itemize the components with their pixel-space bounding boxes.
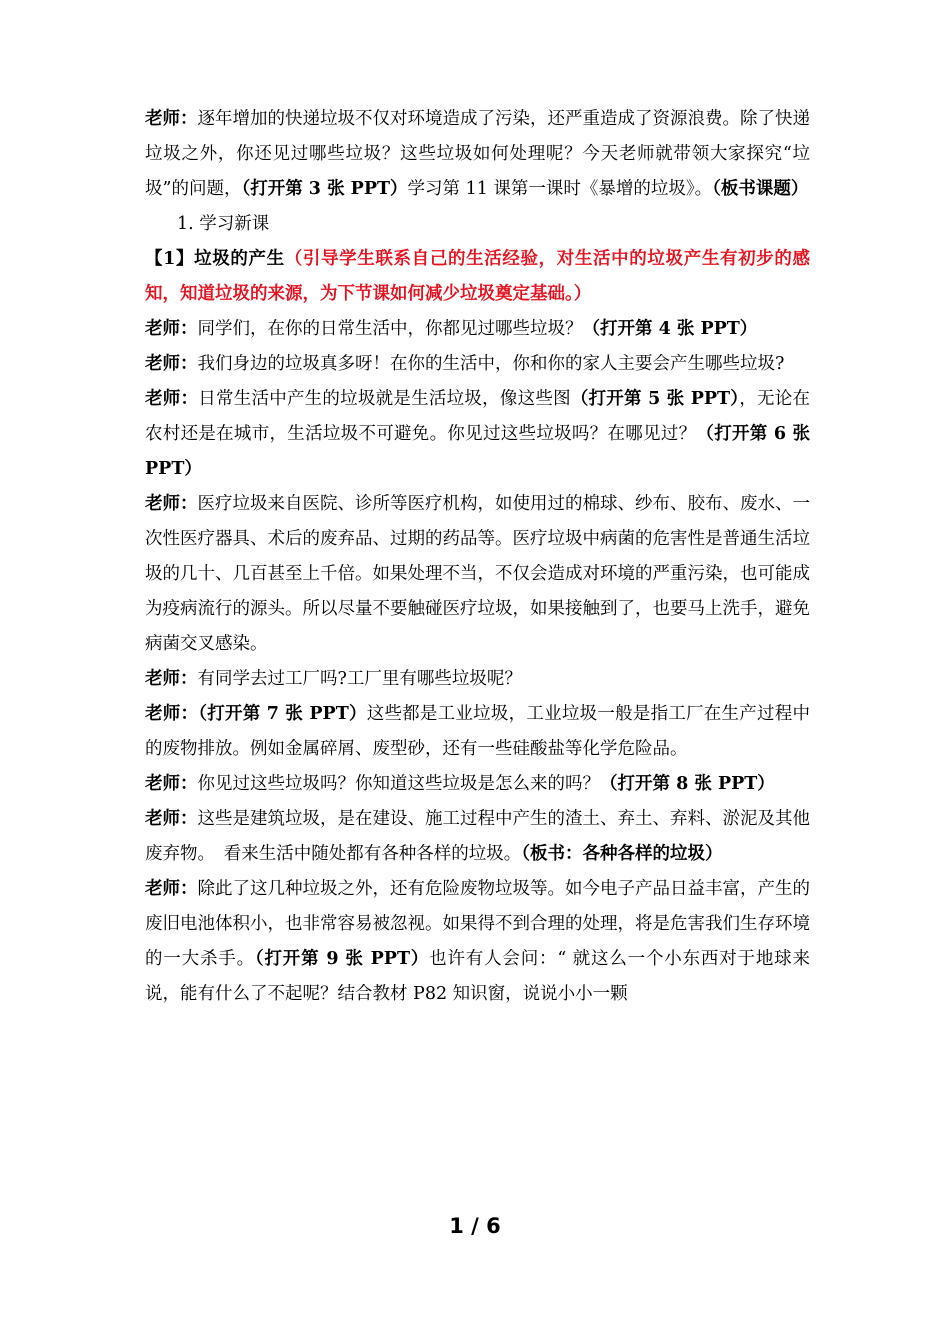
text-run: ，无论在农村还是在城市，生活垃圾不可避免。你见过这些垃圾吗？在哪见过？ <box>145 389 811 444</box>
bold-run: （打开第 6 张 PPT） <box>145 424 810 479</box>
text-run: 我们身边的垃圾真多呀！在你的生活中，你和你的家人主要会产生哪些垃圾? <box>197 354 785 374</box>
bold-run: 老师： <box>145 109 198 129</box>
bold-run: （板书：各种各样的垃圾） <box>521 844 723 864</box>
paragraph <box>145 872 810 1012</box>
paragraph <box>145 662 810 697</box>
bold-run: 老师： <box>145 494 198 514</box>
paragraph <box>145 102 810 207</box>
bold-run: 老师： <box>145 669 198 689</box>
paragraph <box>145 312 810 347</box>
document-body <box>145 102 810 1012</box>
paragraph <box>145 697 810 767</box>
bold-run: （打开第 8 张 PPT） <box>600 774 775 794</box>
text-run: 逐年增加的快递垃圾不仅对环境造成了污染，还严重造成了资源浪费。除了快递垃圾之外，你还见过哪些垃圾？这些垃圾如何处理呢？今天老师就带领大家探究“垃圾”的问题， <box>145 109 810 199</box>
text-run: 这些都是工业垃圾，工业垃圾一般是指工厂在生产过程中的废物排放。例如金属碎屑、废型砂，还有一些硅酸盐等化学危险品。 <box>145 704 811 759</box>
text-run: 日常生活中产生的垃圾就是生活垃圾，像这些图 <box>198 389 571 409</box>
bold-run: （打开第 7 张 PPT） <box>198 704 367 724</box>
bold-run: （打开第 9 张 PPT） <box>254 949 430 969</box>
bold-run: 老师： <box>145 389 199 409</box>
paragraph <box>145 382 810 487</box>
paragraph <box>145 767 810 802</box>
paragraph <box>145 347 810 382</box>
bold-run: 【1】垃圾的产生 <box>145 249 285 269</box>
paragraph <box>145 487 810 662</box>
text-run: 除此了这几种垃圾之外，还有危险废物垃圾等。如今电子产品日益丰富，产生的废旧电池体积小，也非常容易被忽视。如果得不到合理的处理，将是危害我们生存环境的一大杀手。 <box>145 879 810 969</box>
bold-run: （打开第 3 张 PPT） <box>241 179 408 199</box>
bold-run: （板书课题） <box>712 179 809 199</box>
bold-run: 老师： <box>145 704 199 724</box>
paragraph <box>145 802 810 872</box>
bold-run: （打开第 5 张 PPT） <box>570 389 740 409</box>
teaching-note-red: （引导学生联系自己的生活经验，对生活中的垃圾产生有初步的感知，知道垃圾的来源，为下节课如何减少垃圾奠定基础。） <box>145 249 810 304</box>
text-run: 医疗垃圾来自医院、诊所等医疗机构，如使用过的棉球、纱布、胶布、废水、一次性医疗器具、术后的废弃品、过期的药品等。医疗垃圾中病菌的危害性是普通生活垃圾的几十、几百甚至上千倍。如果处理不当，不仅会造成对环境的严重污染，也可能成为疫病流行的源头。所以尽量不要触碰医疗垃圾，如果接触到了，也要马上洗手，避免病菌交叉感染。 <box>145 494 810 654</box>
text-run: 1. 学习新课 <box>177 214 270 234</box>
paragraph <box>145 242 810 312</box>
text-run: 也许有人会问：“ 就这么一个小东西对于地球来说，能有什么了不起呢？结合教材 P82 知识窗，说说小小一颗 <box>145 949 811 1004</box>
text-run: 有同学去过工厂吗?工厂里有哪些垃圾呢？ <box>197 669 522 689</box>
bold-run: 老师： <box>145 774 198 794</box>
text-run: 这些是建筑垃圾，是在建设、施工过程中产生的渣土、弃土、弃料、淤泥及其他废弃物。 看来生活中随处都有各种各样的垃圾。 <box>145 809 810 864</box>
bold-run: 老师： <box>145 319 198 339</box>
section-list-item <box>145 207 810 242</box>
bold-run: 老师： <box>145 879 198 899</box>
text-run: 同学们，在你的日常生活中，你都见过哪些垃圾？ <box>197 319 583 339</box>
text-run: 学习第 11 课第一课时《暴增的垃圾》。 <box>407 179 713 199</box>
bold-run: （打开第 4 张 PPT） <box>582 319 758 339</box>
text-run: 你见过这些垃圾吗？你知道这些垃圾是怎么来的吗？ <box>197 774 600 794</box>
bold-run: 老师： <box>145 809 198 829</box>
bold-run: 老师： <box>145 354 198 374</box>
page-number: 1 / 6 <box>449 1214 501 1238</box>
